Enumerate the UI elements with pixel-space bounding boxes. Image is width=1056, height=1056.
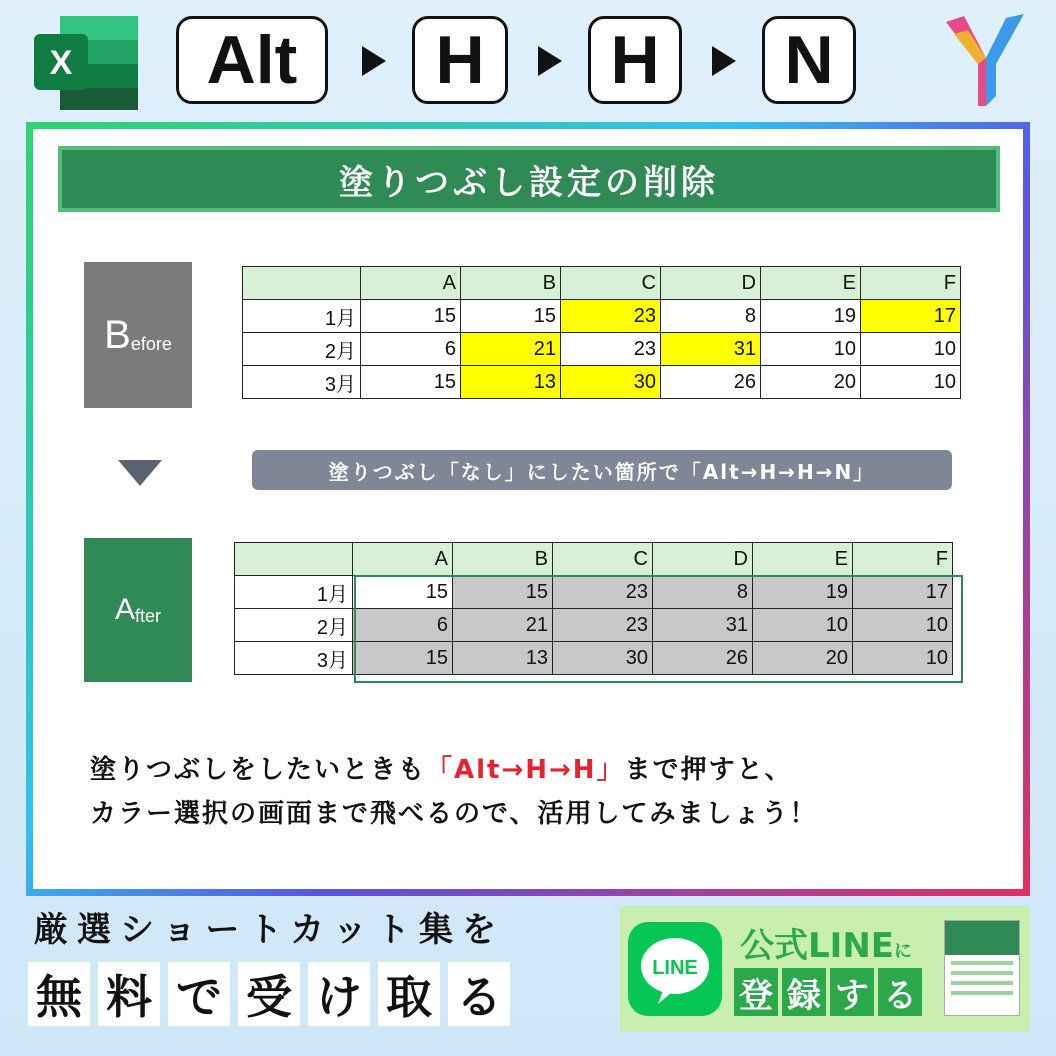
arrow-right-icon [362, 46, 386, 76]
cell: 20 [761, 366, 861, 399]
cell-highlighted: 13 [461, 366, 561, 399]
down-arrow-icon [118, 460, 162, 486]
table-row [243, 300, 961, 333]
table-row [243, 366, 961, 399]
cell-selected: 20 [753, 642, 853, 675]
before-sheet [242, 266, 961, 399]
cell-selected: 8 [653, 576, 753, 609]
instruction-banner: 塗りつぶし「なし」にしたい箇所で「Alt→H→H→N」 [252, 450, 952, 490]
cell-selected: 17 [853, 576, 953, 609]
cell-selected: 10 [753, 609, 853, 642]
arrow-right-icon [538, 46, 562, 76]
row-label: 1月 [235, 576, 353, 609]
column-header: F [853, 543, 953, 576]
cta-char: 料 [98, 962, 160, 1026]
column-header: C [553, 543, 653, 576]
cell-selected: 19 [753, 576, 853, 609]
table-row [243, 333, 961, 366]
cell-selected: 10 [853, 609, 953, 642]
register-char: 録 [782, 968, 826, 1016]
arrow-right-icon [712, 46, 736, 76]
cell-selected: 31 [653, 609, 753, 642]
excel-logo-letter: X [49, 44, 73, 82]
cell: 26 [661, 366, 761, 399]
column-header: B [453, 543, 553, 576]
column-header: C [561, 267, 661, 300]
cell-selected: 13 [453, 642, 553, 675]
after-label-small: fter [135, 605, 162, 626]
brand-logo-icon [946, 14, 1024, 106]
cta-char: 取 [378, 962, 440, 1026]
column-header: E [753, 543, 853, 576]
tip-line-2: カラー選択の画面まで飛べるので、活用してみましょう！ [90, 799, 818, 829]
key-h-1: H [412, 16, 508, 104]
cell-highlighted: 17 [861, 300, 961, 333]
cta-char: で [168, 962, 230, 1026]
cell-highlighted: 21 [461, 333, 561, 366]
booklet-thumbnail [944, 920, 1020, 1016]
cell-selected: 15 [353, 642, 453, 675]
cell-selected: 10 [853, 642, 953, 675]
cell-highlighted: 23 [561, 300, 661, 333]
cell: 15 [361, 300, 461, 333]
register-char: る [878, 968, 922, 1016]
row-label: 1月 [243, 300, 361, 333]
cell-selected: 15 [453, 576, 553, 609]
register-char: 登 [734, 968, 778, 1016]
column-header: E [761, 267, 861, 300]
column-header: A [353, 543, 453, 576]
cell-active: 15 [353, 576, 453, 609]
after-label [84, 538, 192, 682]
after-label-big: A [114, 593, 135, 626]
before-label-big: B [104, 312, 131, 357]
column-header: D [653, 543, 753, 576]
cta-char: る [448, 962, 510, 1026]
key-alt: Alt [176, 16, 328, 104]
corner-cell [235, 543, 353, 576]
cta-char: 受 [238, 962, 300, 1026]
cell: 10 [861, 333, 961, 366]
tip-message [90, 748, 990, 836]
header-row [235, 543, 953, 576]
cta-char: け [308, 962, 370, 1026]
column-header: A [361, 267, 461, 300]
key-h-2: H [588, 16, 682, 104]
cell: 23 [561, 333, 661, 366]
row-label: 2月 [235, 609, 353, 642]
cell-selected: 30 [553, 642, 653, 675]
column-header: B [461, 267, 561, 300]
svg-text:LINE: LINE [652, 957, 698, 979]
before-label [84, 262, 192, 408]
page-title: 塗りつぶし設定の削除 [58, 146, 1000, 212]
row-label: 3月 [243, 366, 361, 399]
line-official-label: 公式LINEに [740, 926, 912, 966]
cell-selected: 23 [553, 609, 653, 642]
cta-char: 無 [28, 962, 90, 1026]
header-row [243, 267, 961, 300]
cell: 15 [461, 300, 561, 333]
row-label: 2月 [243, 333, 361, 366]
cell: 10 [761, 333, 861, 366]
cell-highlighted: 31 [661, 333, 761, 366]
row-label: 3月 [235, 642, 353, 675]
before-label-small: efore [130, 333, 172, 354]
cell-selected: 21 [453, 609, 553, 642]
line-logo-icon [628, 922, 722, 1016]
corner-cell [243, 267, 361, 300]
register-char: す [830, 968, 874, 1016]
line-register-label [734, 968, 922, 1016]
excel-icon [34, 16, 138, 110]
cell-selected: 23 [553, 576, 653, 609]
cell: 8 [661, 300, 761, 333]
cell: 10 [861, 366, 961, 399]
column-header: F [861, 267, 961, 300]
cell-selected: 26 [653, 642, 753, 675]
cell: 19 [761, 300, 861, 333]
cell: 15 [361, 366, 461, 399]
cell-selected: 6 [353, 609, 453, 642]
cta-heading: 厳選ショートカット集を [34, 910, 505, 950]
cta-free-banner[interactable] [28, 962, 510, 1026]
cell: 6 [361, 333, 461, 366]
selection-outline [354, 575, 963, 683]
key-n: N [762, 16, 856, 104]
tip-line-1: 塗りつぶしをしたいときも「Alt→H→H」まで押すと、 [90, 755, 793, 785]
cell-highlighted: 30 [561, 366, 661, 399]
column-header: D [661, 267, 761, 300]
